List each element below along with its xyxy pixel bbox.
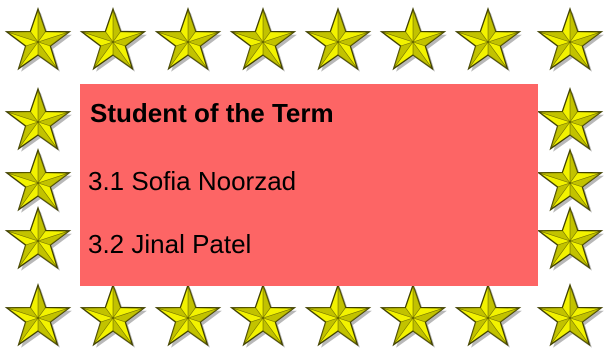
star-icon xyxy=(539,208,604,271)
star-icon xyxy=(457,9,522,72)
star-icon xyxy=(7,9,72,72)
star-icon xyxy=(82,9,147,72)
student-of-term-panel xyxy=(80,84,538,286)
star-icon xyxy=(82,285,147,348)
student-entry-1: 3.1 Sofia Noorzad xyxy=(88,166,297,196)
star-icon xyxy=(7,208,72,271)
star-icon xyxy=(539,9,604,72)
star-icon xyxy=(7,89,72,152)
star-icon xyxy=(7,150,72,213)
star-icon xyxy=(457,285,522,348)
star-icon xyxy=(7,285,72,348)
star-icon xyxy=(539,285,604,348)
star-icon xyxy=(232,9,297,72)
star-icon xyxy=(539,89,604,152)
star-icon xyxy=(382,285,447,348)
star-icon xyxy=(307,285,372,348)
student-entry-2: 3.2 Jinal Patel xyxy=(88,229,252,259)
star-icon xyxy=(539,150,604,213)
star-icon xyxy=(307,9,372,72)
star-icon xyxy=(382,9,447,72)
star-icon xyxy=(232,285,297,348)
panel-title: Student of the Term xyxy=(90,98,334,128)
star-icon xyxy=(157,9,222,72)
star-icon xyxy=(157,285,222,348)
